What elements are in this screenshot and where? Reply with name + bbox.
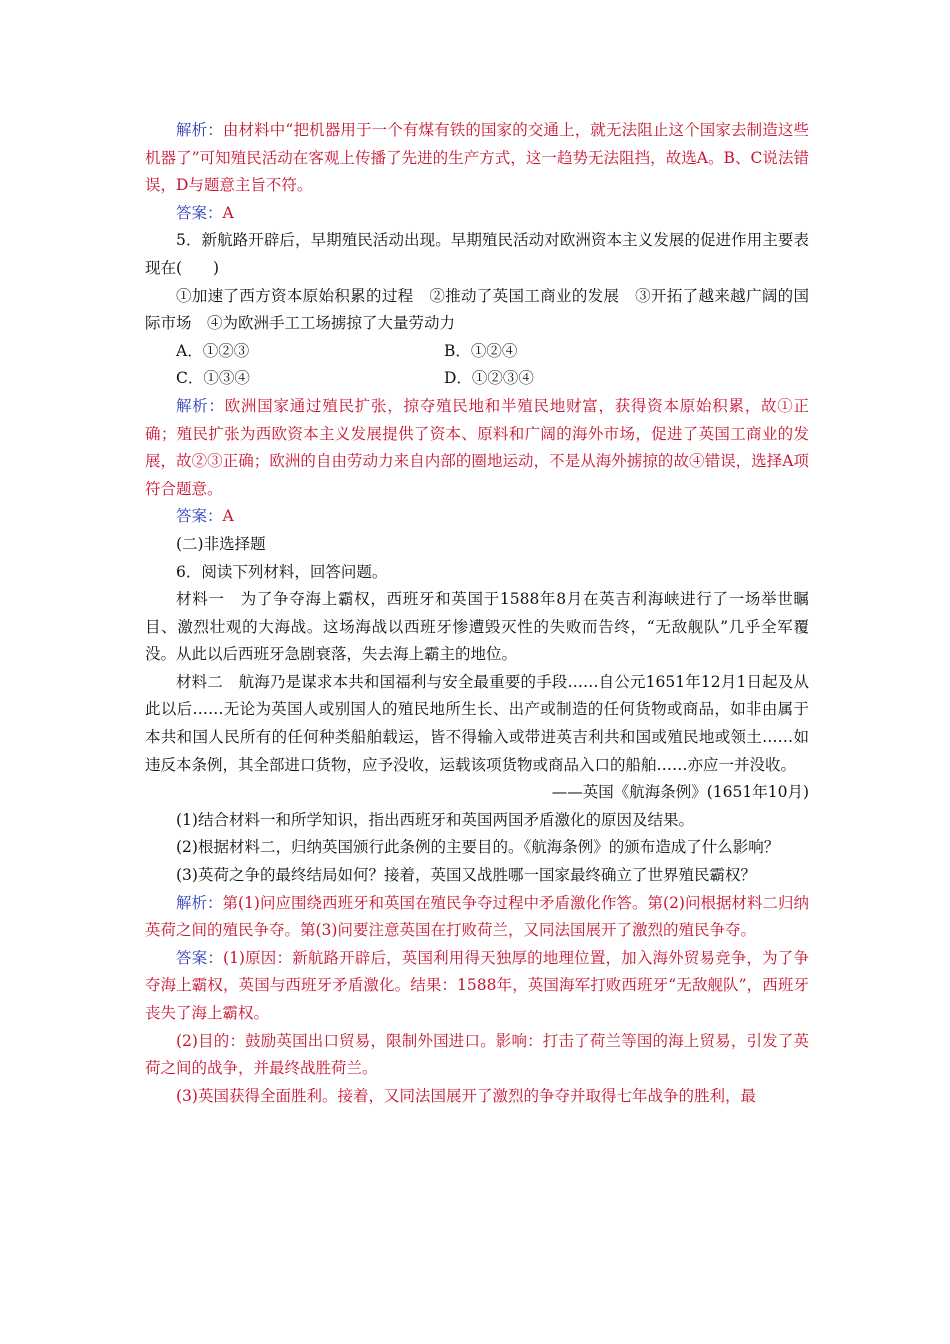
answer-label: 答案： xyxy=(176,203,223,222)
option-a: A．①②③ xyxy=(176,341,250,360)
analysis-label: 解析： xyxy=(176,893,223,912)
question-5-options-row-2 xyxy=(145,365,809,393)
answer-6-part-3: (3)英国获得全面胜利。接着，又同法国展开了激烈的争夺并取得七年战争的胜利，最 xyxy=(176,1086,756,1105)
answer-6-part-1 xyxy=(145,945,809,1028)
analysis-label: 解析： xyxy=(176,396,225,415)
analysis-text: 由材料中“把机器用于一个有煤有铁的国家的交通上，就无法阻止这个国家去制造这些机器了”可知殖民活动在客观上传播了先进的生产方式，这一趋势无法阻挡，故选A。B、C说法错误，D与题意主旨不符。 xyxy=(145,121,809,195)
answer-5 xyxy=(145,503,809,531)
question-5-options-row-1 xyxy=(145,338,809,366)
question-6-part-1: (1)结合材料一和所学知识，指出西班牙和英国两国矛盾激化的原因及结果。 xyxy=(176,810,694,829)
answer-6-part-2: (2)目的：鼓励英国出口贸易，限制外国进口。影响：打击了荷兰等国的海上贸易，引发了英荷之间的战争，并最终战胜荷兰。 xyxy=(145,1031,809,1078)
analysis-6 xyxy=(145,890,809,945)
question-6-stem: 6．阅读下列材料，回答问题。 xyxy=(176,562,388,581)
analysis-text: 第(1)问应围绕西班牙和英国在殖民争夺过程中矛盾激化作答。第(2)问根据材料二归纳英荷之间的殖民争夺。第(3)问要注意英国在打败荷兰，又同法国展开了激烈的殖民争夺。 xyxy=(145,893,809,940)
answer-value: A xyxy=(222,203,234,222)
material-source: ——英国《航海条例》(1651年10月) xyxy=(551,783,809,802)
answer-label: 答案： xyxy=(176,507,223,526)
option-d: D．①②③④ xyxy=(444,369,534,388)
analysis-label: 解析： xyxy=(176,121,223,139)
question-6-part-3: (3)英荷之争的最终结局如何？接着，英国又战胜哪一国家最终确立了世界殖民霸权？ xyxy=(176,866,756,885)
material-1: 材料一 为了争夺海上霸权，西班牙和英国于1588年8月在英吉利海峡进行了一场举世瞩目、激烈壮观的大海战。这场海战以西班牙惨遭毁灭性的失败而告终，“无敌舰队”几乎全军覆没。从此以后西班牙急剧衰落，失去海上霸主的地位。 xyxy=(145,590,809,664)
document-page xyxy=(145,117,809,1110)
analysis-4 xyxy=(145,117,809,200)
section-title: (二)非选择题 xyxy=(176,534,266,553)
analysis-5 xyxy=(145,393,809,503)
option-c: C．①③④ xyxy=(176,369,250,388)
question-5-items: ①加速了西方资本原始积累的过程 ②推动了英国工商业的发展 ③开拓了越来越广阔的国际市场 ④为欧洲手工工场掳掠了大量劳动力 xyxy=(145,286,809,333)
answer-label: 答案： xyxy=(176,948,224,967)
question-5-stem: 5．新航路开辟后，早期殖民活动出现。早期殖民活动对欧洲资本主义发展的促进作用主要表现在( ) xyxy=(145,231,809,277)
answer-text: (1)原因：新航路开辟后，英国利用得天独厚的地理位置，加入海外贸易竞争，为了争夺海上霸权，英国与西班牙矛盾激化。结果：1588年，英国海军打败西班牙“无敌舰队”，西班牙丧失了海上霸权。 xyxy=(145,948,809,1022)
answer-value: A xyxy=(222,507,234,526)
question-6-part-2: (2)根据材料二，归纳英国颁行此条例的主要目的。《航海条例》的颁布造成了什么影响？ xyxy=(176,838,780,857)
option-b: B．①②④ xyxy=(444,341,518,360)
material-2: 材料二 航海乃是谋求本共和国福利与安全最重要的手段……自公元1651年12月1日起及从此以后……无论为英国人或别国人的殖民地所生长、出产或制造的任何货物或商品，如非由属于本共和国人民所有的任何种类船舶载运，皆不得输入或带进英吉利共和国或殖民地或领土……如违反本条例，其全部进口货物，应予没收，运载该项货物或商品入口的船舶……亦应一并没收。 xyxy=(145,672,809,774)
answer-4 xyxy=(145,200,809,228)
analysis-text: 欧洲国家通过殖民扩张，掠夺殖民地和半殖民地财富，获得资本原始积累，故①正确；殖民扩张为西欧资本主义发展提供了资本、原料和广阔的海外市场，促进了英国工商业的发展，故②③正确；欧洲的自由劳动力来自内部的圈地运动，不是从海外掳掠的故④错误，选择A项符合题意。 xyxy=(145,396,809,498)
